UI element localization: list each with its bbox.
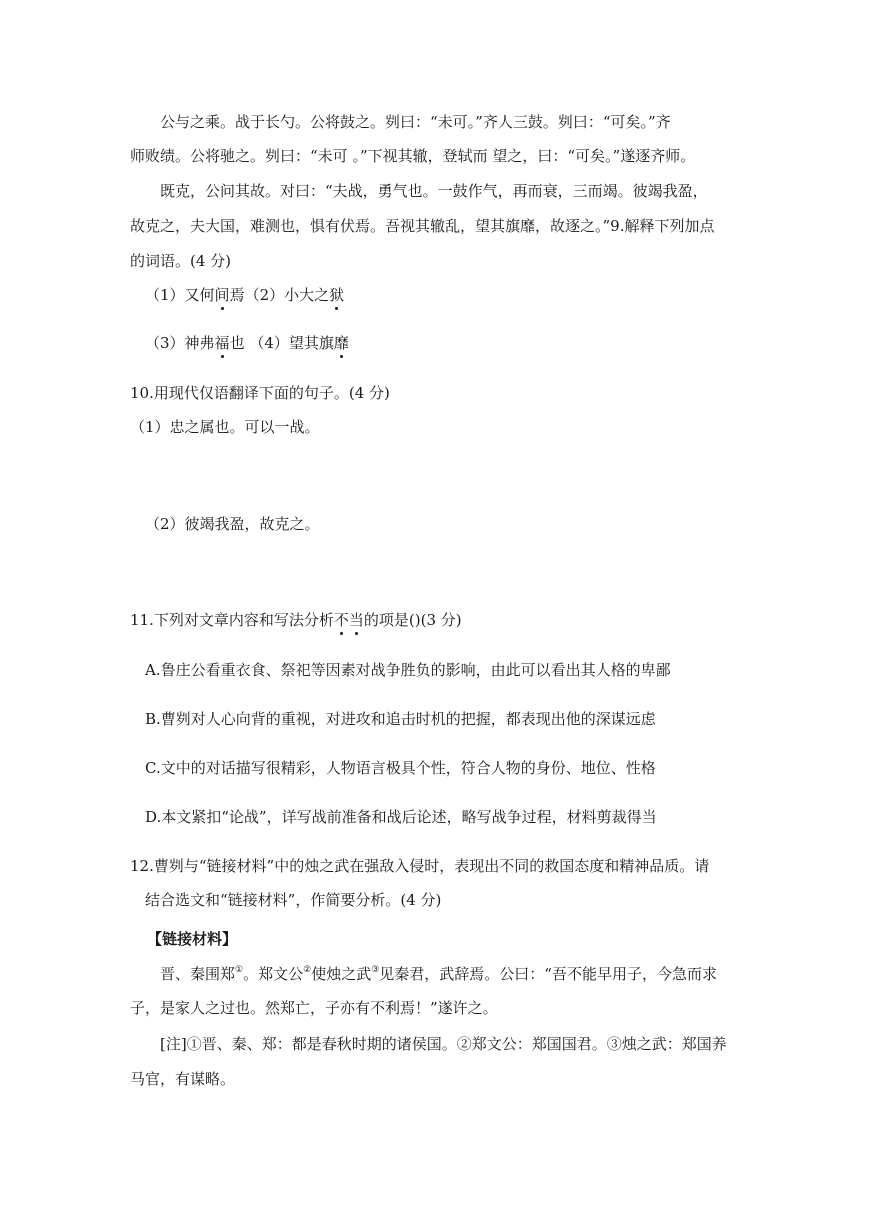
emphasized-char: 间: [214, 286, 230, 304]
material-text: 晋、秦围郑: [160, 965, 236, 983]
emphasized-char: 福: [214, 334, 230, 352]
passage-line: 公与之乘。战于长勺。公将鼓之。刿曰：“未可。”齐人三鼓。刿曰：“可矣。”齐: [160, 113, 671, 131]
q9-item-text: （3）神弗: [145, 334, 215, 352]
emphasized-char: 靡: [333, 334, 349, 352]
passage-line: 师败绩。公将驰之。刿曰：“未可 。”下视其辙，登轼而 望之，曰：“可矣。”遂逐齐师。: [130, 147, 696, 165]
q10-item-2: （2）彼竭我盈，故克之。: [145, 515, 320, 533]
footnote-line: [注]①晋、秦、郑：都是春秋时期的诸侯国。②郑文公：郑国国君。③烛之武：郑国养: [160, 1035, 727, 1053]
q11-option-a: A.鲁庄公看重衣食、祭祀等因素对战争胜负的影响，由此可以看出其人格的卑鄙: [145, 661, 671, 679]
passage-line: 故克之，夫大国，难测也，惧有伏焉。吾视其辙乱，望其旗靡，故逐之。”9.解释下列加点: [130, 217, 715, 235]
q10-stem: 10.用现代仅语翻译下面的句子。(4 分): [130, 384, 390, 402]
footnote-marker: ①: [235, 965, 244, 975]
footnote-marker: ②: [303, 965, 312, 975]
emphasized-char: 狱: [329, 286, 345, 304]
linked-material-heading: 【链接材料】: [147, 930, 238, 948]
q10-item-1: （1）忠之属也。可以一战。: [130, 418, 320, 436]
footnote-line: 马官，有谋略。: [130, 1070, 236, 1088]
passage-line: 的词语。(4 分): [130, 252, 232, 270]
q9-item-text: 焉（2）小大之: [229, 286, 330, 304]
material-text: 见秦君，武辞焉。公曰：“吾不能早用子，今急而求: [379, 965, 717, 983]
passage-line: 既克，公问其故。对曰：“夫战，勇气也。一鼓作气，再而衰，三而竭。彼竭我盈，: [160, 182, 708, 200]
q11-stem-text: 11.下列对文章内容和写法分析: [130, 611, 334, 629]
q11-option-c: C.文中的对话描写很精彩，人物语言极具个性，符合人物的身份、地位、性格: [145, 759, 656, 777]
q12-stem: 结合选文和“链接材料”，作简要分析。(4 分): [145, 891, 442, 909]
material-text: 使烛之武: [311, 965, 372, 983]
footnote-marker: ③: [371, 965, 380, 975]
emphasized-char: 不: [333, 611, 349, 629]
q11-stem-text: 的项是()(3 分): [363, 611, 462, 629]
q9-item-text: 也 （4）望其旗: [229, 334, 334, 352]
material-text: 。郑文公: [243, 965, 304, 983]
q11-option-b: B.曹刿对人心向背的重视，对进攻和追击时机的把握，都表现出他的深谋远虑: [145, 710, 656, 728]
q11-option-d: D.本文紧扣“论战”，详写战前准备和战后论述，略写战争过程，材料剪裁得当: [145, 808, 657, 826]
q9-item-row-2: [145, 333, 349, 353]
q11-stem: [130, 610, 462, 630]
linked-material-line: [160, 964, 717, 984]
linked-material-line: 子，是家人之过也。然郑亡，子亦有不利焉！”遂许之。: [130, 999, 498, 1017]
emphasized-char: 当: [348, 611, 364, 629]
q9-item-row-1: [145, 285, 344, 305]
q9-item-text: （1）又何: [145, 286, 215, 304]
q12-stem: 12.曹刿与“链接材料”中的烛之武在强敌入侵时，表现出不同的救国态度和精神品质。请: [130, 857, 710, 875]
